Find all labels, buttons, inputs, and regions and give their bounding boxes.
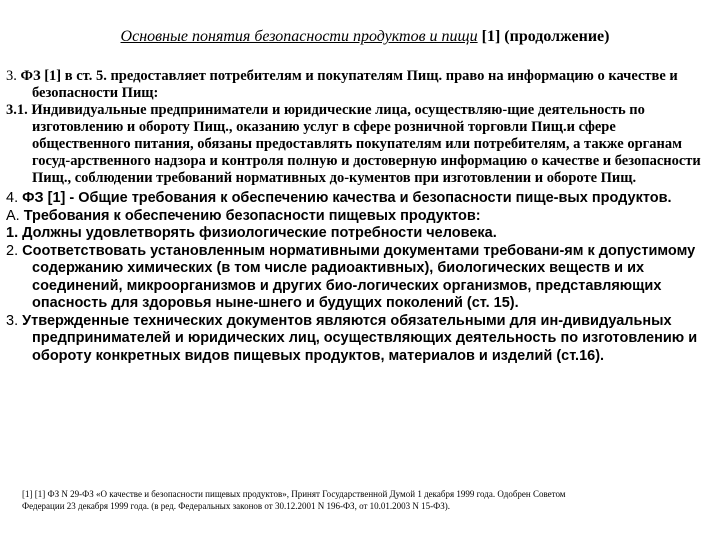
list-item	[6, 208, 706, 226]
list-item	[6, 190, 706, 208]
list-item	[6, 102, 706, 187]
footnote-line: [1] [1] ФЗ N 29-ФЗ «О качестве и безопасности пищевых продуктов», Принят Государственной Думой 1 декабря 1999 года. Одобрен Советом	[22, 489, 566, 499]
list-item	[6, 243, 706, 313]
item-text: Соответствовать установленным нормативными документами требовани-ям к допустимому содержанию химических (в том числе радиоактивных), биологических веществ и их соединений, микроорганизмов и других био-логических организмов, представляющих опасность для здоровья ныне-шнего и будущих поколений (ст. 15).	[22, 242, 696, 311]
slide-body	[6, 68, 706, 365]
item-text: Индивидуальные предприниматели и юридические лица, осуществляю-щие деятельность по изготовлению и обороту Пищ., оказанию услуг в сфере розничной торговли Пищ.и сфере общественного питания, обязаны предоставлять покупателям или потребителям, а также органам госуд-арственного надзора и контроля полную и достоверную информацию о качестве и безопасности Пищ., соблюдении требований нормативных до-кументов при изготовлении и обороте Пищ.	[31, 102, 701, 186]
footnote	[22, 488, 702, 512]
item-text: Утвержденные технических документов являются обязательными для ин-дивидуальных предпринимателей и юридических лиц, осуществляющих деятельность по изготовлению и обороту конкретных видов пищевых продуктов, материалов и изделий (ст.16).	[22, 312, 698, 364]
item-number: 3.	[6, 312, 19, 329]
slide-title	[30, 27, 700, 47]
item-text: Должны удовлетворять физиологические потребности человека.	[22, 225, 497, 241]
footnote-line: Федерации 23 декабря 1999 года. (в ред. Федеральных законов от 30.12.2001 N 196-ФЗ, от 10.01.2003 N 15-ФЗ).	[22, 501, 450, 511]
item-text: ФЗ [1] в ст. 5. предоставляет потребителям и покупателям Пищ. право на информацию о качестве и безопасности Пищ:	[20, 68, 678, 101]
item-number: 3.1.	[6, 102, 28, 118]
item-number: 4.	[6, 190, 19, 206]
list-item	[6, 225, 706, 243]
item-number: 1.	[6, 225, 19, 241]
title-suffix: [1] (продолжение)	[481, 28, 610, 45]
item-number: 2.	[6, 242, 19, 259]
list-item	[6, 68, 706, 102]
item-text: ФЗ [1] - Общие требования к обеспечению качества и безопасности пище-вых продуктов.	[22, 190, 672, 206]
item-number: 3.	[6, 68, 17, 84]
item-number: А.	[6, 207, 20, 224]
list-item	[6, 313, 706, 366]
title-main: Основные понятия безопасности продуктов и пищи	[120, 28, 478, 45]
item-text: Требования к обеспечению безопасности пищевых продуктов:	[23, 207, 481, 224]
